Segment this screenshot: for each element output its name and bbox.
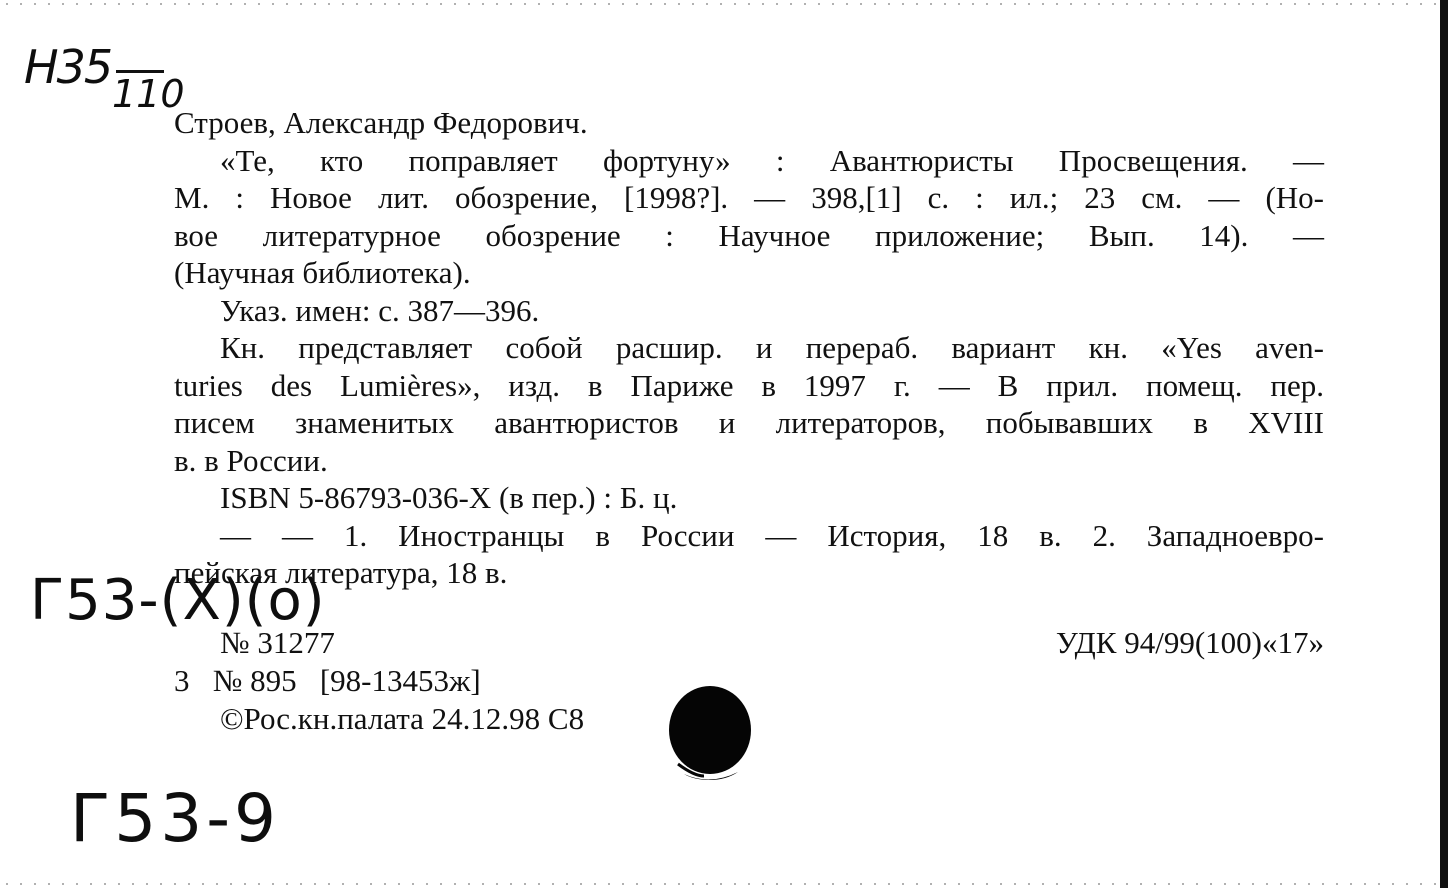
author-heading: Строев, Александр Федорович. xyxy=(174,105,588,140)
scan-speckle-top xyxy=(0,2,1440,6)
index-note: Указ. имен: с. 387—396. xyxy=(220,292,540,328)
description-line-4: в. в России. xyxy=(174,442,328,478)
handwritten-shelf-code: Н35 xyxy=(24,40,112,94)
title-line-3: вое литературное обозрение : Научное приложение; Вып. 14). — xyxy=(174,217,1324,253)
bibliographic-record xyxy=(174,104,1324,592)
description-line-1: Кн. представляет собой расшир. и перераб. вариант кн. «Yes aven- xyxy=(220,330,1324,365)
isbn-line: ISBN 5-86793-036-X (в пер.) : Б. ц. xyxy=(220,480,678,515)
punch-hole-blot xyxy=(664,684,752,788)
description-line-3: писем знаменитых авантюристов и литераторов, побывавших в XVIII xyxy=(174,405,1324,440)
subjects-line-2: пейская литература, 18 в. xyxy=(174,555,508,590)
title-line-1: «Те, кто поправляет фортуну» : Авантюристы Просвещения. — xyxy=(220,142,1324,178)
udk-code: УДК 94/99(100)«17» xyxy=(1055,625,1324,660)
title-line-2: М. : Новое лит. обозрение, [1998?]. — 398,[1] с. : ил.; 23 см. — (Но- xyxy=(174,180,1324,215)
handwritten-author-code: Г53-9 xyxy=(70,780,281,857)
registry-row: 3 № 895 [98-13453ж] xyxy=(174,663,481,698)
description-line-2: turies des Lumières», изд. в Париже в 1997 г. — В прил. помещ. пер. xyxy=(174,367,1324,403)
scan-speckle-bottom xyxy=(0,882,1440,886)
title-line-4: (Научная библиотека). xyxy=(174,255,471,290)
book-chamber-stamp: ©Рос.кн.палата 24.12.98 С8 xyxy=(220,701,585,736)
handwritten-shelf-fraction: 110 xyxy=(112,72,185,116)
handwritten-class-code: Г53-(Х)(о) xyxy=(30,568,326,633)
card-number: № 31277 xyxy=(220,625,335,660)
card-edge xyxy=(1440,0,1448,888)
number-row xyxy=(174,624,1324,661)
subjects-line-1: — — 1. Иностранцы в России — История, 18 в. 2. Западноевро- xyxy=(220,517,1324,553)
